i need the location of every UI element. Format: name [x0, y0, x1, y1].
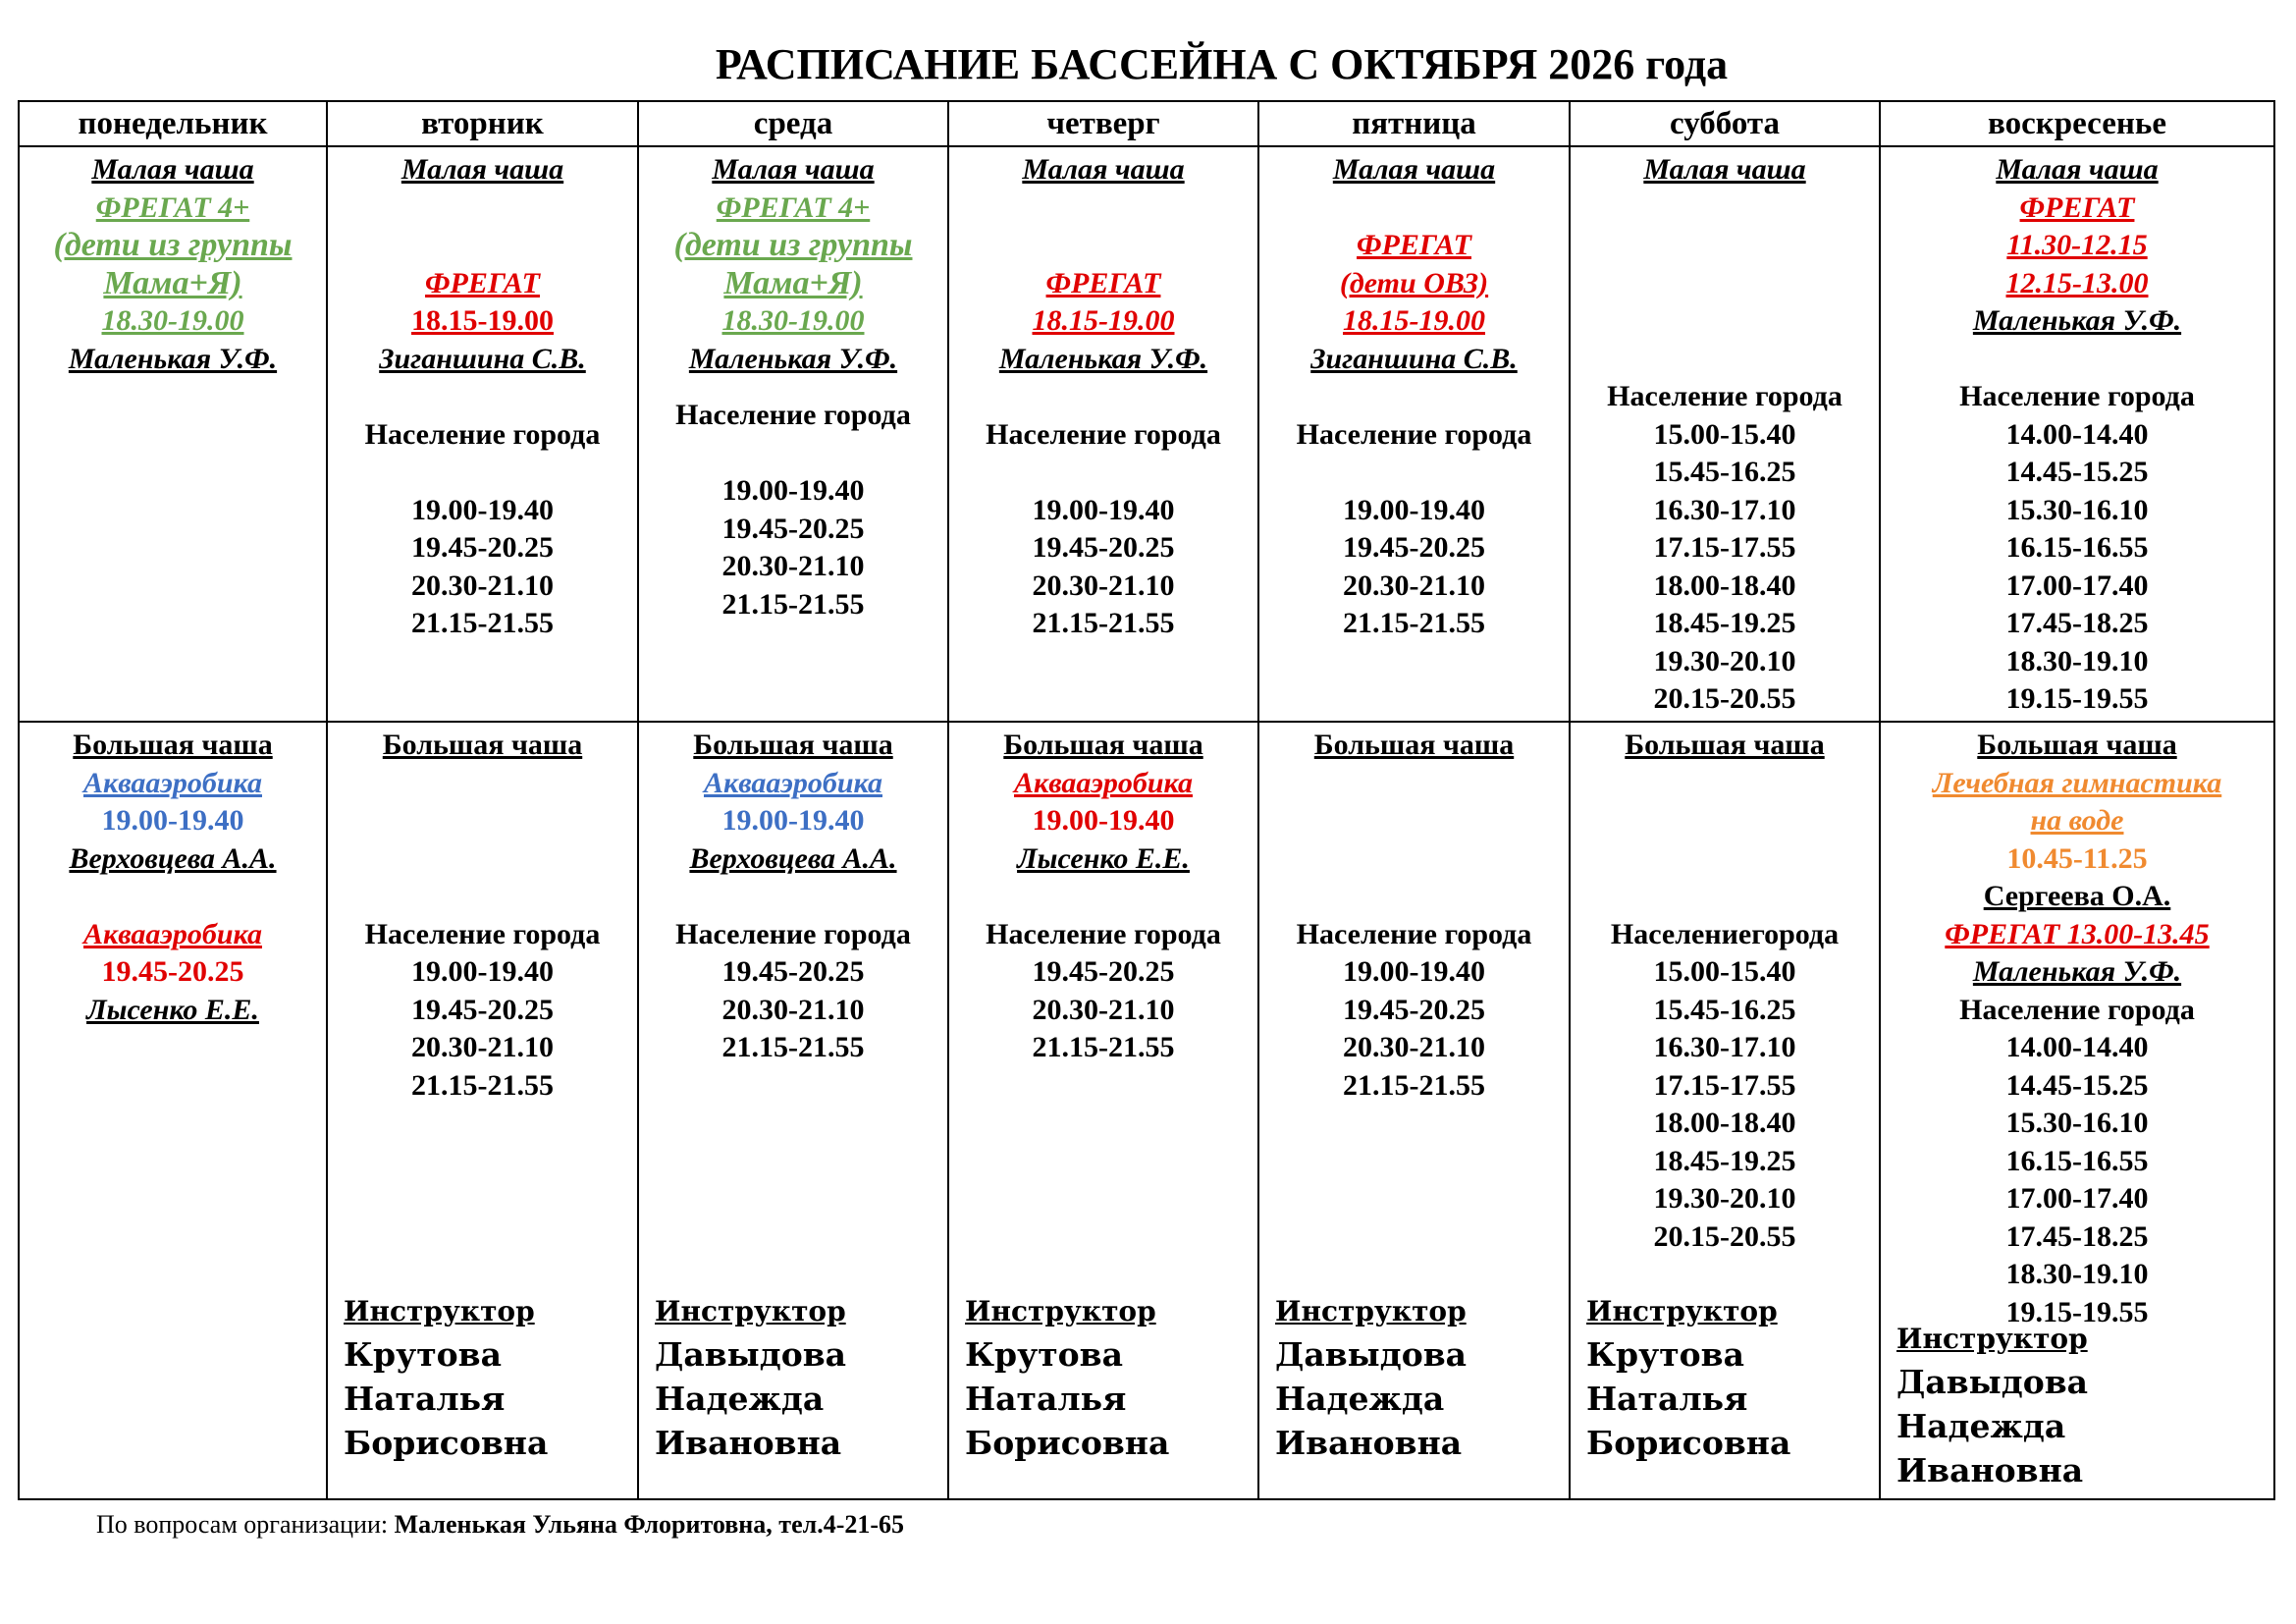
session-time: 15.45-16.25: [1653, 456, 1796, 488]
instructor-name: Маленькая У.Ф.: [688, 342, 898, 375]
instructor-name: Ивановна: [655, 1424, 842, 1462]
footer-contact: [96, 1508, 904, 1542]
session-time: 14.00-14.40: [2005, 417, 2149, 451]
program-name: на воде: [2030, 804, 2124, 837]
big-pool-wednesday: [638, 722, 948, 1499]
session-time: 18.15-19.00: [1032, 304, 1175, 337]
population-label: Население города: [675, 399, 911, 431]
program-name: ФРЕГАТ 13.00-13.45: [1945, 917, 2210, 950]
small-pool-wednesday: [638, 146, 948, 722]
pool-header: Малая чаша: [1643, 153, 1806, 186]
program-name: Аквааэробика: [83, 766, 262, 799]
session-time: 11.30-12.15: [2006, 229, 2148, 261]
session-time: 19.15-19.55: [2005, 1295, 2149, 1328]
instructor-name: Надежда: [1275, 1380, 1445, 1418]
session-time: 16.30-17.10: [1653, 493, 1796, 526]
population-label: Население города: [364, 917, 601, 950]
pool-header: Большая чаша: [693, 729, 893, 761]
session-time: 17.45-18.25: [2005, 607, 2149, 639]
small-pool-sunday: [1880, 146, 2274, 722]
program-name: ФРЕГАТ: [1045, 266, 1161, 299]
population-label: Население города: [986, 917, 1221, 950]
session-time: 20.30-21.10: [1032, 568, 1175, 602]
program-name: Аквааэробика: [83, 917, 262, 950]
instructor-label: Инструктор: [655, 1295, 846, 1327]
pool-header: Большая чаша: [382, 729, 583, 761]
program-name: Лечебная гимнастика: [1932, 766, 2222, 799]
page-title: РАСПИСАНИЕ БАССЕЙНА С ОКТЯБРЯ 2026 года: [715, 40, 1729, 88]
instructor-name: Борисовна: [1586, 1424, 1791, 1462]
session-time: 19.45-20.25: [1032, 531, 1175, 564]
instructor-name: Крутова: [965, 1335, 1123, 1374]
pool-header: Малая чаша: [91, 153, 254, 186]
population-label: Население города: [364, 417, 601, 451]
big-pool-thursday: [948, 722, 1258, 1499]
instructor-label: Инструктор: [1275, 1295, 1467, 1327]
session-time: 20.30-21.10: [411, 1031, 554, 1063]
session-time: 17.45-18.25: [2005, 1219, 2149, 1253]
session-time: 14.00-14.40: [2005, 1031, 2149, 1063]
session-time: 19.00-19.40: [1343, 493, 1485, 526]
instructor-name: Зиганшина С.В.: [379, 342, 586, 375]
session-time: 17.15-17.55: [1653, 1068, 1796, 1102]
session-time: 10.45-11.25: [2006, 841, 2148, 875]
session-time: 21.15-21.55: [721, 587, 865, 621]
day-header-row: [19, 101, 2274, 146]
small-pool-monday: [19, 146, 327, 722]
instructor-name: Борисовна: [344, 1424, 549, 1462]
small-pool-saturday: [1570, 146, 1880, 722]
session-time: 20.30-21.10: [1032, 993, 1175, 1026]
session-time: 18.45-19.25: [1653, 607, 1796, 639]
session-time: 19.00-19.40: [411, 493, 554, 526]
session-time: 21.15-21.55: [411, 607, 554, 639]
session-time: 19.00-19.40: [1343, 955, 1485, 988]
instructor-name: Зиганшина С.В.: [1310, 342, 1518, 375]
session-time: 15.00-15.40: [1653, 417, 1796, 451]
session-time: 19.45-20.25: [411, 993, 554, 1026]
session-time: 17.15-17.55: [1653, 531, 1796, 564]
session-time: 18.15-19.00: [1343, 304, 1485, 337]
session-time: 19.30-20.10: [1653, 644, 1796, 677]
instructor-label: Инструктор: [965, 1295, 1156, 1327]
day-header-thursday: четверг: [948, 101, 1258, 146]
big-pool-tuesday: [327, 722, 638, 1499]
pool-header: Большая чаша: [73, 729, 273, 761]
footer-prefix: По вопросам организации:: [96, 1510, 395, 1539]
program-name: Аквааэробика: [1014, 766, 1193, 799]
session-time: 18.00-18.40: [1653, 1107, 1796, 1139]
session-time: 18.00-18.40: [1653, 568, 1796, 602]
session-time: 19.00-19.40: [1032, 804, 1175, 837]
session-time: 20.15-20.55: [1653, 1219, 1796, 1253]
session-time: 18.30-19.00: [101, 304, 244, 337]
session-time: 21.15-21.55: [721, 1031, 865, 1063]
program-name: (дети из группы: [673, 227, 913, 263]
footer-contact-name: Маленькая Ульяна Флоритовна: [394, 1510, 767, 1539]
instructor-block: [965, 1291, 1169, 1465]
session-time: 18.30-19.00: [721, 304, 865, 337]
session-time: 21.15-21.55: [1343, 607, 1485, 639]
session-time: 19.00-19.40: [721, 804, 865, 837]
program-name: ФРЕГАТ: [425, 266, 540, 299]
big-pool-sunday: [1880, 722, 2274, 1499]
instructor-block: [344, 1291, 548, 1465]
population-label: Населениегорода: [1610, 917, 1840, 950]
instructor-block: [655, 1291, 846, 1465]
session-time: 18.45-19.25: [1653, 1144, 1796, 1177]
session-time: 19.00-19.40: [101, 804, 244, 837]
session-time: 12.15-13.00: [2005, 266, 2149, 299]
day-header-monday: понедельник: [19, 101, 327, 146]
session-time: 21.15-21.55: [1032, 1031, 1175, 1063]
program-name: Мама+Я): [103, 264, 242, 301]
program-name: ФРЕГАТ: [1357, 229, 1471, 261]
day-header-saturday: суббота: [1570, 101, 1880, 146]
program-name: ФРЕГАТ: [2019, 190, 2135, 224]
instructor-name: Верховцева А.А.: [689, 841, 897, 875]
instructor-name: Ивановна: [1896, 1451, 2084, 1489]
instructor-name: Надежда: [655, 1380, 825, 1418]
instructor-name: Маленькая У.Ф.: [68, 342, 278, 375]
session-time: 19.45-20.25: [411, 531, 554, 564]
session-time: 15.00-15.40: [1653, 955, 1796, 988]
pool-header: Большая чаша: [1625, 729, 1825, 761]
session-time: 14.45-15.25: [2005, 456, 2149, 488]
session-time: 19.30-20.10: [1653, 1182, 1796, 1215]
day-header-friday: пятница: [1258, 101, 1570, 146]
session-time: 18.30-19.10: [2005, 644, 2149, 677]
day-header-sunday: воскресенье: [1880, 101, 2274, 146]
session-time: 19.45-20.25: [1343, 993, 1485, 1026]
schedule-table: [18, 100, 2275, 1500]
session-time: 15.45-16.25: [1653, 993, 1796, 1026]
program-name: ФРЕГАТ 4+: [716, 190, 871, 224]
session-time: 21.15-21.55: [1343, 1068, 1485, 1102]
instructor-name: Наталья: [965, 1380, 1127, 1418]
session-time: 14.45-15.25: [2005, 1068, 2149, 1102]
pool-header: Большая чаша: [1003, 729, 1203, 761]
instructor-name: Давыдова: [1275, 1335, 1468, 1374]
big-pool-friday: [1258, 722, 1570, 1499]
instructor-name: Наталья: [1586, 1380, 1748, 1418]
session-time: 20.30-21.10: [721, 993, 865, 1026]
instructor-block: [1275, 1291, 1467, 1465]
instructor-name: Сергеева О.А.: [1983, 880, 2171, 912]
big-pool-row: [19, 722, 2274, 1499]
session-time: 16.30-17.10: [1653, 1031, 1796, 1063]
small-pool-friday: [1258, 146, 1570, 722]
instructor-name: Ивановна: [1275, 1424, 1463, 1462]
instructor-name: Лысенко Е.Е.: [86, 993, 259, 1026]
instructor-label: Инструктор: [1586, 1295, 1778, 1327]
small-pool-tuesday: [327, 146, 638, 722]
population-label: Население города: [1959, 993, 2195, 1026]
session-time: 17.00-17.40: [2005, 1182, 2149, 1215]
session-time: 18.15-19.00: [411, 304, 554, 337]
instructor-name: Давыдова: [655, 1335, 847, 1374]
session-time: 19.00-19.40: [721, 474, 865, 507]
population-label: Население города: [675, 917, 911, 950]
session-time: 19.00-19.40: [411, 955, 554, 988]
session-time: 17.00-17.40: [2005, 568, 2149, 602]
instructor-block: [1586, 1291, 1790, 1465]
session-time: 21.15-21.55: [411, 1068, 554, 1102]
program-name: Аквааэробика: [704, 766, 882, 799]
session-time: 20.15-20.55: [1653, 682, 1796, 715]
day-header-tuesday: вторник: [327, 101, 638, 146]
pool-header: Малая чаша: [400, 153, 564, 186]
big-pool-monday: [19, 722, 327, 1499]
pool-header: Малая чаша: [1332, 153, 1496, 186]
instructor-name: Крутова: [1586, 1335, 1744, 1374]
session-time: 15.30-16.10: [2005, 1107, 2149, 1139]
small-pool-row: [19, 146, 2274, 722]
instructor-name: Надежда: [1896, 1407, 2066, 1445]
instructor-label: Инструктор: [344, 1295, 535, 1327]
instructor-name: Верховцева А.А.: [69, 841, 277, 875]
pool-header: Малая чаша: [1022, 153, 1185, 186]
session-time: 19.15-19.55: [2005, 682, 2149, 715]
instructor-name: Борисовна: [965, 1424, 1170, 1462]
pool-header: Малая чаша: [1996, 153, 2159, 186]
instructor-label: Инструктор: [1896, 1323, 2088, 1355]
population-label: Население города: [1607, 380, 1842, 412]
instructor-name: Маленькая У.Ф.: [1972, 304, 2182, 337]
session-time: 15.30-16.10: [2005, 493, 2149, 526]
session-time: 19.45-20.25: [721, 955, 865, 988]
instructor-name: Лысенко Е.Е.: [1017, 841, 1190, 875]
instructor-name: Маленькая У.Ф.: [998, 342, 1208, 375]
day-header-wednesday: среда: [638, 101, 948, 146]
population-label: Население города: [1959, 380, 2195, 412]
session-time: 18.30-19.10: [2005, 1258, 2149, 1290]
pool-header: Малая чаша: [712, 153, 875, 186]
session-time: 16.15-16.55: [2005, 531, 2149, 564]
footer-phone: , тел.4-21-65: [766, 1510, 905, 1539]
population-label: Население города: [1296, 417, 1532, 451]
program-name: ФРЕГАТ 4+: [95, 190, 250, 224]
big-pool-saturday: [1570, 722, 1880, 1499]
instructor-name: Крутова: [344, 1335, 502, 1374]
population-label: Население города: [986, 417, 1221, 451]
instructor-name: Давыдова: [1896, 1363, 2089, 1401]
session-time: 16.15-16.55: [2005, 1144, 2149, 1177]
small-pool-thursday: [948, 146, 1258, 722]
program-name: (дети ОВЗ): [1339, 266, 1489, 299]
pool-header: Большая чаша: [1977, 729, 2177, 761]
population-label: Население города: [1296, 917, 1532, 950]
session-time: 20.30-21.10: [1343, 1031, 1485, 1063]
session-time: 19.45-20.25: [1032, 955, 1175, 988]
session-time: 21.15-21.55: [1032, 607, 1175, 639]
session-time: 19.45-20.25: [101, 955, 244, 988]
session-time: 19.45-20.25: [1343, 531, 1485, 564]
instructor-name: Наталья: [344, 1380, 506, 1418]
program-name: Мама+Я): [723, 264, 863, 301]
program-name: (дети из группы: [53, 227, 293, 263]
session-time: 20.30-21.10: [411, 568, 554, 602]
pool-header: Большая чаша: [1313, 729, 1515, 761]
session-time: 20.30-21.10: [1343, 568, 1485, 602]
instructor-block: [1896, 1319, 2088, 1492]
session-time: 20.30-21.10: [721, 550, 865, 582]
session-time: 19.45-20.25: [721, 512, 865, 545]
instructor-name: Маленькая У.Ф.: [1972, 955, 2182, 988]
session-time: 19.00-19.40: [1032, 493, 1175, 526]
